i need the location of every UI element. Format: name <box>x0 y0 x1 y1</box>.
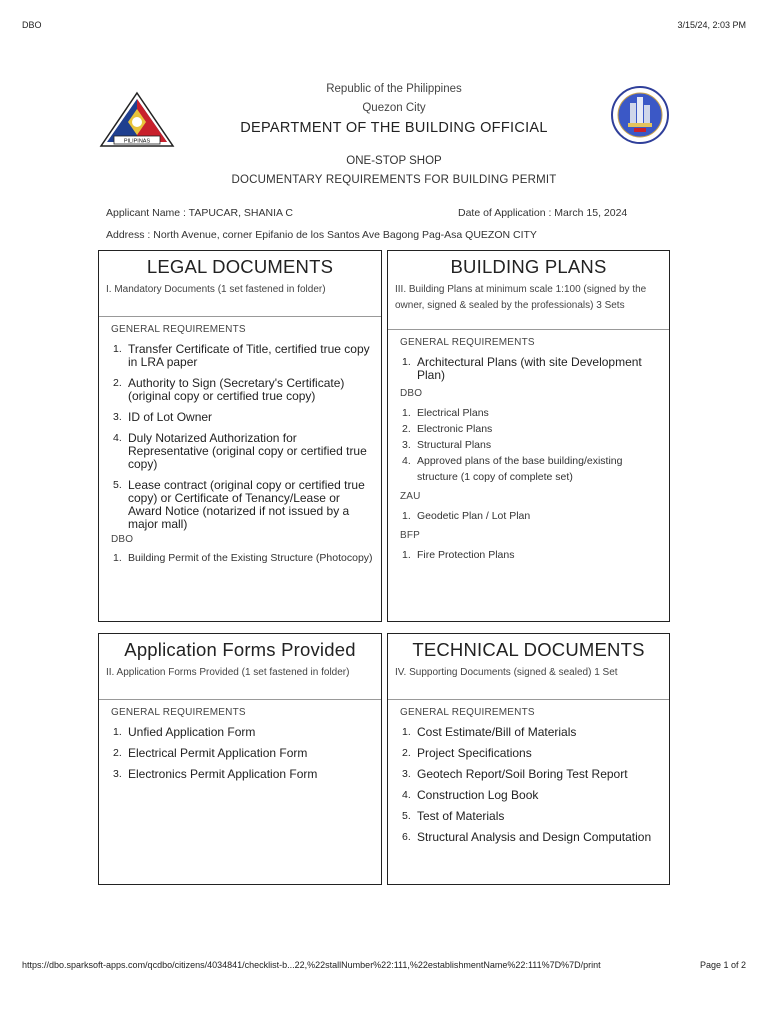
list-item: 3. Geotech Report/Soil Boring Test Report <box>402 767 628 781</box>
print-header-timestamp: 3/15/24, 2:03 PM <box>677 20 746 30</box>
list-item: 3. Structural Plans <box>402 439 492 451</box>
section-label: ZAU <box>400 491 421 502</box>
list-item: 3. ID of Lot Owner <box>113 410 213 424</box>
panel-title: TECHNICAL DOCUMENTS <box>412 639 645 660</box>
legal-documents-panel <box>98 250 382 622</box>
applicant-name: Applicant Name : TAPUCAR, SHANIA C <box>106 207 293 219</box>
list-item: 1. Unfied Application Form <box>113 725 256 739</box>
technical-documents-panel <box>387 633 670 885</box>
print-footer-url[interactable]: https://dbo.sparksoft-apps.com/qcdbo/citizens/4034841/checklist-b...22,%22stallNumber%22:111,%22establishmentName%22:111%7D%7D/print <box>22 960 601 970</box>
building-plans-panel <box>387 250 670 622</box>
requirements-list <box>99 343 381 531</box>
panel-title: BUILDING PLANS <box>450 256 607 277</box>
requirements-list <box>388 356 669 382</box>
section-label: DBO <box>400 388 423 399</box>
list-item: 2. Electronic Plans <box>402 423 493 435</box>
print-footer-page: Page 1 of 2 <box>699 960 746 970</box>
list-item: 1. Architectural Plans (with site Development Plan) <box>402 355 642 382</box>
list-item: 3. Electronics Permit Application Form <box>113 767 318 781</box>
republic-label: Republic of the Philippines <box>326 83 462 95</box>
department-title: DEPARTMENT OF THE BUILDING OFFICIAL <box>240 120 548 136</box>
list-item: 6. Structural Analysis and Design Computation <box>402 830 652 844</box>
panel-subtitle: IV. Supporting Documents (signed & sealed) 1 Set <box>388 665 669 700</box>
requirements-list <box>388 405 669 485</box>
panel-subtitle: II. Application Forms Provided (1 set fastened in folder) <box>99 665 381 700</box>
requirements-list <box>99 726 381 781</box>
application-date: Date of Application : March 15, 2024 <box>458 207 628 219</box>
list-item: 1. Transfer Certificate of Title, certified true copy in LRA paper <box>113 342 370 369</box>
list-item: 1. Fire Protection Plans <box>402 549 515 561</box>
city-label: Quezon City <box>362 102 426 114</box>
requirements-list <box>388 726 669 844</box>
panel-subtitle: III. Building Plans at minimum scale 1:100 (signed by the owner, signed & sealed by the professionals) 3 Sets <box>388 282 669 330</box>
section-label: GENERAL REQUIREMENTS <box>400 337 535 348</box>
application-forms-panel <box>98 633 382 885</box>
list-item: 1. Cost Estimate/Bill of Materials <box>402 725 577 739</box>
panel-title: LEGAL DOCUMENTS <box>146 256 334 277</box>
list-item: 2. Authority to Sign (Secretary's Certificate) (original copy or certified true copy) <box>113 376 345 403</box>
applicant-address: Address : North Avenue, corner Epifanio de los Santos Ave Bagong Pag-Asa QUEZON CITY <box>106 229 537 241</box>
panel-subtitle: I. Mandatory Documents (1 set fastened in folder) <box>99 282 381 317</box>
list-item: 2. Electrical Permit Application Form <box>113 746 308 760</box>
list-item: 5. Test of Materials <box>402 809 505 823</box>
section-label: DBO <box>111 534 134 545</box>
requirements-list <box>388 508 669 524</box>
section-label: GENERAL REQUIREMENTS <box>111 707 246 718</box>
list-item: 1. Electrical Plans <box>402 407 489 419</box>
requirements-list <box>99 550 381 566</box>
list-item: 4. Duly Notarized Authorization for Representative (original copy or certified true copy) <box>113 431 367 471</box>
section-label: GENERAL REQUIREMENTS <box>111 324 246 335</box>
list-item: 2. Project Specifications <box>402 746 532 760</box>
one-stop-shop-label: ONE-STOP SHOP <box>346 155 442 167</box>
panel-title: Application Forms Provided <box>124 639 356 660</box>
svg-text:PILIPINAS: PILIPINAS <box>123 138 151 145</box>
document-title: DOCUMENTARY REQUIREMENTS FOR BUILDING PERMIT <box>231 174 557 186</box>
list-item: 1. Building Permit of the Existing Structure (Photocopy) <box>113 552 373 564</box>
list-item: 1. Geodetic Plan / Lot Plan <box>402 510 531 522</box>
section-label: GENERAL REQUIREMENTS <box>400 707 535 718</box>
requirements-list <box>388 547 669 563</box>
list-item: 4. Construction Log Book <box>402 788 539 802</box>
list-item: 5. Lease contract (original copy or certified true copy) or Certificate of Tenancy/Lease or Award Notice (notarized if not issued by a major mall) <box>113 478 365 531</box>
list-item: 4. Approved plans of the base building/existing structure (1 copy of complete set) <box>402 455 623 483</box>
section-label: BFP <box>400 530 421 541</box>
print-header-title: DBO <box>22 20 42 30</box>
